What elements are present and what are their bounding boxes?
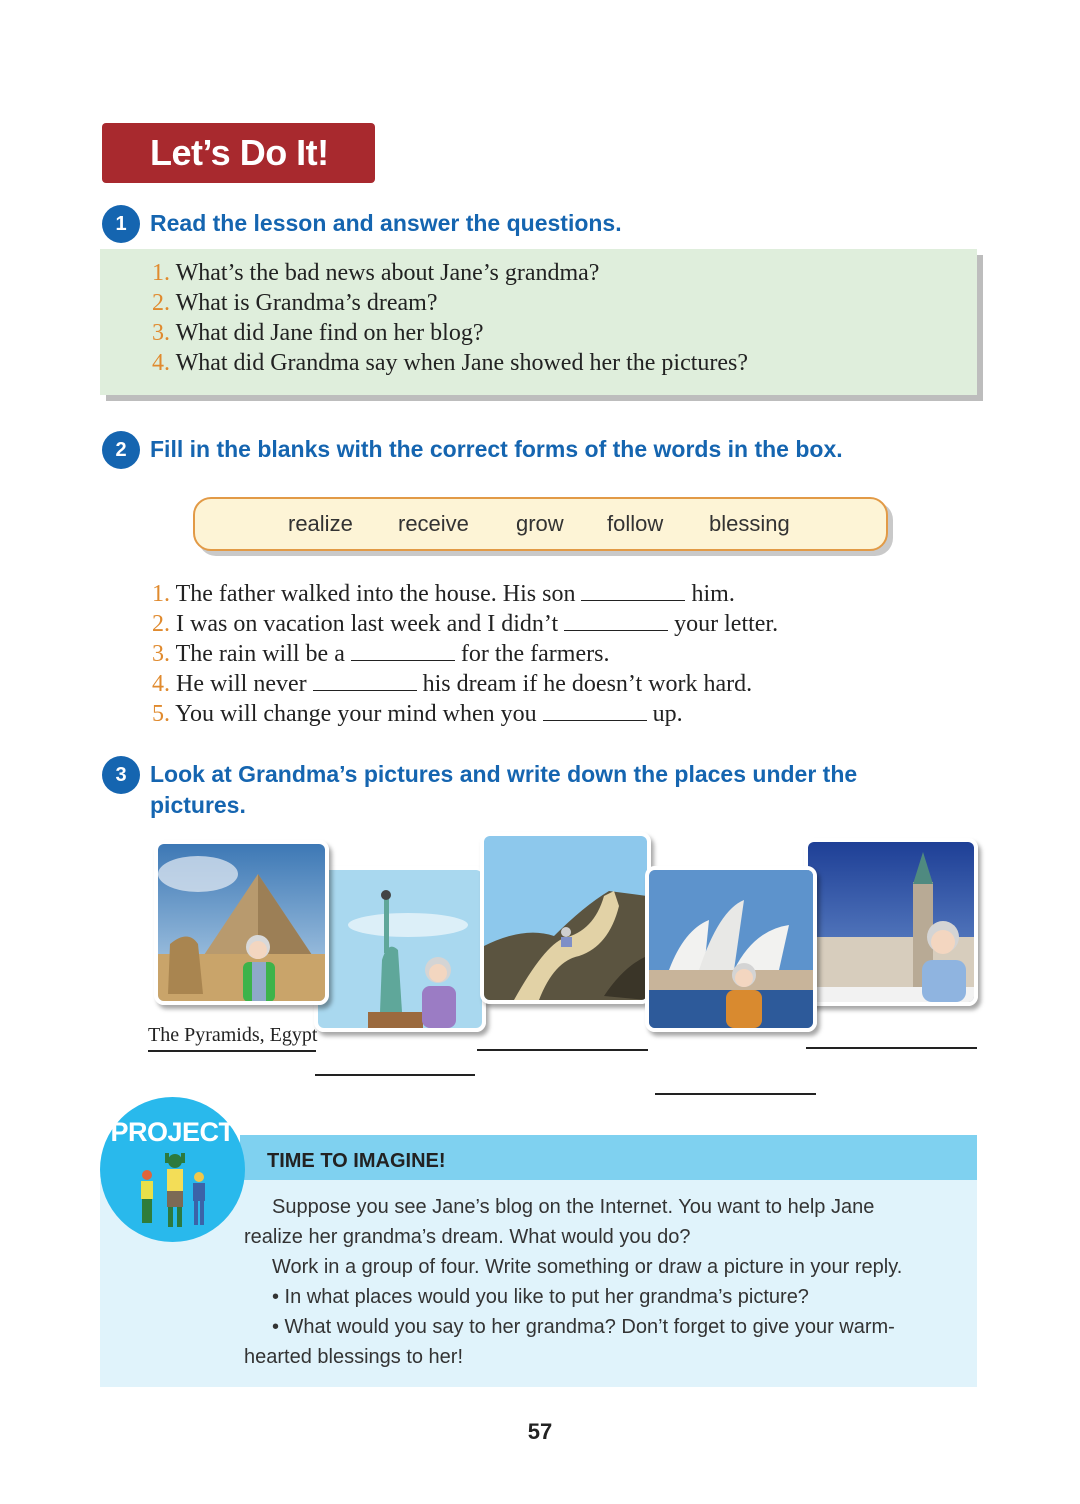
sydney-opera-house-image bbox=[649, 870, 813, 1028]
task-number-1: 1 bbox=[102, 205, 140, 243]
question-number: 2. bbox=[152, 290, 170, 316]
project-badge-label: PROJECT bbox=[110, 1117, 235, 1147]
blank-field[interactable] bbox=[351, 640, 455, 661]
question-text: What did Grandma say when Jane showed her the pictures? bbox=[175, 350, 749, 376]
question-item bbox=[152, 348, 748, 378]
sentence-number: 4. bbox=[152, 671, 170, 697]
photo-great-wall bbox=[480, 832, 651, 1004]
project-heading: TIME TO IMAGINE! bbox=[267, 1150, 446, 1172]
project-para1-line2: realize her grandma’s dream. What would you do? bbox=[244, 1226, 691, 1248]
sentence-number: 3. bbox=[152, 641, 170, 667]
word-box bbox=[193, 497, 888, 551]
sentence-before: The father walked into the house. His son bbox=[175, 581, 576, 607]
blank-field[interactable] bbox=[581, 580, 685, 601]
task-number-2: 2 bbox=[102, 431, 140, 469]
sentence-item bbox=[152, 699, 778, 729]
word-realize: realize bbox=[288, 511, 353, 536]
sentence-number: 5. bbox=[152, 701, 170, 727]
question-list bbox=[152, 258, 748, 378]
question-text: What did Jane find on her blog? bbox=[175, 320, 484, 346]
kids-illustration-icon bbox=[135, 1147, 215, 1232]
caption-pyramids: The Pyramids, Egypt bbox=[148, 1024, 318, 1046]
sentence-after: him. bbox=[691, 581, 735, 607]
answer-line-5[interactable] bbox=[806, 1047, 977, 1049]
sentence-item bbox=[152, 669, 778, 699]
word-grow: grow bbox=[516, 511, 564, 536]
sentence-before: He will never bbox=[176, 671, 307, 697]
sentence-number: 1. bbox=[152, 581, 170, 607]
question-number: 4. bbox=[152, 350, 170, 376]
project-para2: Work in a group of four. Write something or draw a picture in your reply. bbox=[272, 1256, 903, 1278]
word-receive: receive bbox=[398, 511, 469, 536]
sentence-item bbox=[152, 579, 778, 609]
instruction-line: pictures. bbox=[150, 792, 246, 818]
instruction-line: Look at Grandma’s pictures and write down the places under the bbox=[150, 761, 858, 787]
sentence-before: I was on vacation last week and I didn’t bbox=[176, 611, 559, 637]
question-item bbox=[152, 318, 748, 348]
statue-of-liberty-image bbox=[318, 870, 482, 1028]
question-number: 3. bbox=[152, 320, 170, 346]
question-number: 1. bbox=[152, 260, 170, 286]
question-item bbox=[152, 288, 748, 318]
sentence-after: your letter. bbox=[674, 611, 779, 637]
question-text: What’s the bad news about Jane’s grandma? bbox=[175, 260, 600, 286]
sentence-item bbox=[152, 639, 778, 669]
question-text: What is Grandma’s dream? bbox=[175, 290, 438, 316]
task-2-instruction: Fill in the blanks with the correct forms of the words in the box. bbox=[150, 436, 843, 462]
sphinx-shape bbox=[168, 937, 203, 995]
blank-field[interactable] bbox=[543, 700, 647, 721]
parliament-hill-image bbox=[808, 842, 974, 1002]
question-item bbox=[152, 258, 748, 288]
sentence-after: for the farmers. bbox=[460, 641, 610, 667]
project-bullet-2-line2: hearted blessings to her! bbox=[244, 1346, 464, 1368]
word-blessing: blessing bbox=[709, 511, 790, 536]
photo-statue-of-liberty bbox=[314, 866, 486, 1032]
project-instructions bbox=[244, 1192, 974, 1372]
sentence-number: 2. bbox=[152, 611, 170, 637]
answer-line-3[interactable] bbox=[477, 1049, 648, 1051]
fill-blank-list bbox=[152, 579, 778, 729]
blank-field[interactable] bbox=[564, 610, 668, 631]
pyramids-image bbox=[158, 844, 325, 1001]
project-bullet-1: • In what places would you like to put her grandma’s picture? bbox=[272, 1286, 809, 1308]
word-follow: follow bbox=[607, 511, 664, 536]
answer-line-1 bbox=[148, 1050, 316, 1052]
task-3-instruction bbox=[150, 759, 857, 821]
task-1-instruction: Read the lesson and answer the questions. bbox=[150, 210, 622, 236]
sentence-item bbox=[152, 609, 778, 639]
lets-do-it-banner: Let’s Do It! bbox=[102, 123, 375, 183]
project-para1-line1: Suppose you see Jane’s blog on the Internet. You want to help Jane bbox=[272, 1196, 875, 1218]
sentence-before: You will change your mind when you bbox=[175, 701, 537, 727]
photo-sydney-opera-house bbox=[645, 866, 817, 1032]
great-wall-image bbox=[484, 836, 647, 1000]
sentence-after: his dream if he doesn’t work hard. bbox=[422, 671, 753, 697]
project-badge bbox=[100, 1097, 245, 1242]
photo-pyramids bbox=[154, 840, 329, 1005]
page-number: 57 bbox=[527, 1419, 553, 1444]
answer-line-4[interactable] bbox=[655, 1093, 816, 1095]
task-number-3: 3 bbox=[102, 756, 140, 794]
sentence-before: The rain will be a bbox=[175, 641, 345, 667]
sentence-after: up. bbox=[652, 701, 683, 727]
answer-line-2[interactable] bbox=[315, 1074, 475, 1076]
project-bullet-2-line1: • What would you say to her grandma? Don’t forget to give your warm- bbox=[272, 1316, 895, 1338]
blank-field[interactable] bbox=[313, 670, 417, 691]
photo-parliament-hill bbox=[804, 838, 978, 1006]
